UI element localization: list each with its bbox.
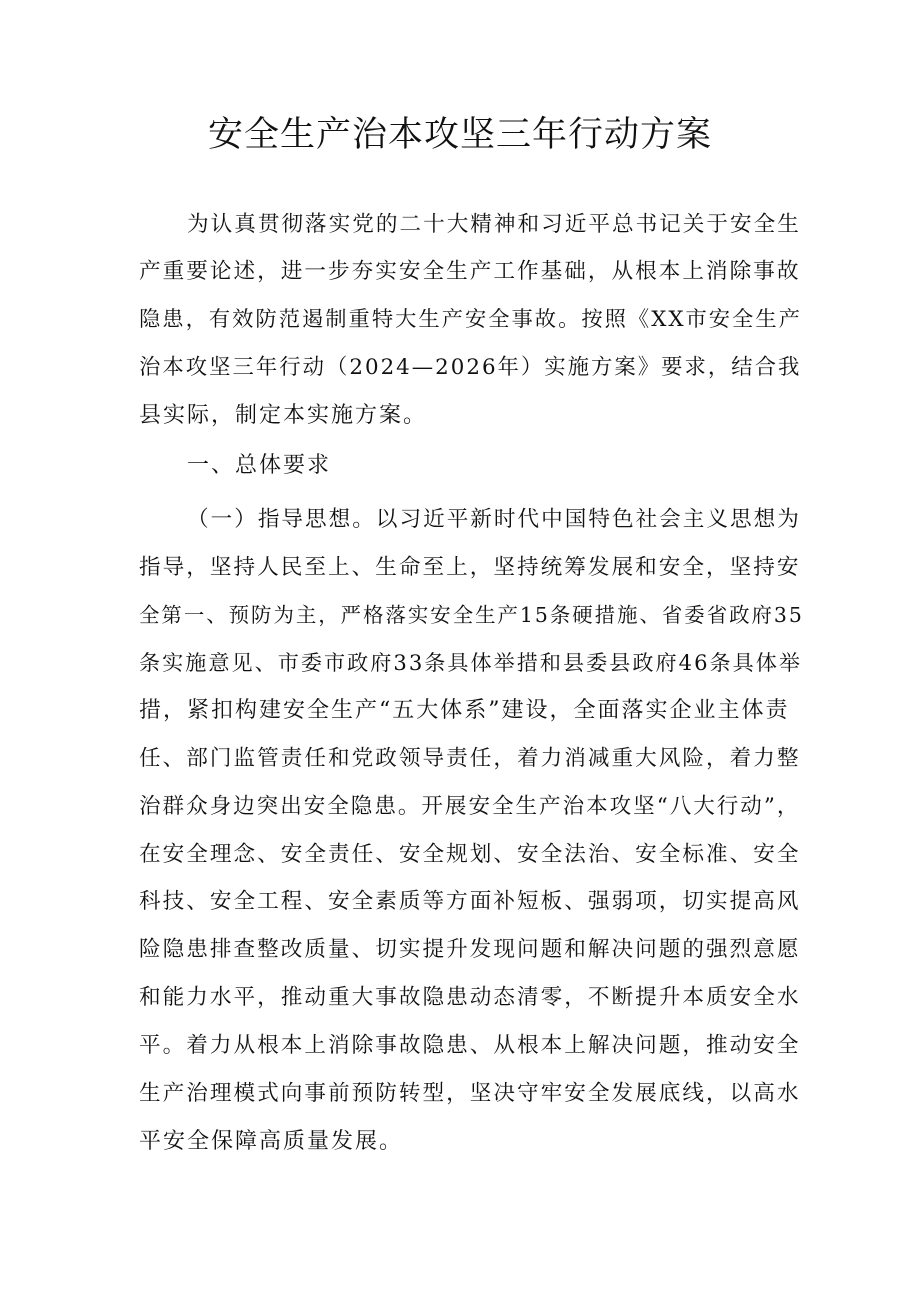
guiding-line: 在安全理念、安全责任、安全规划、安全法治、安全标准、安全 [139, 842, 801, 867]
guiding-line: 全第一、预防为主，严格落实安全生产15条硬措施、省委省政府35 [139, 603, 804, 627]
guiding-line: 任、部门监管责任和党政领导责任，着力消减重大风险，着力整 [139, 746, 801, 771]
guiding-line: 条实施意见、市委市政府33条具体举措和县委县政府46条具体举 [139, 650, 803, 675]
guiding-line: 平安全保障高质量发展。 [139, 1129, 404, 1154]
guiding-line: （一）指导思想。以习近平新时代中国特色社会主义思想为 [187, 507, 801, 532]
guiding-line: 险隐患排查整改质量、切实提升发现问题和解决问题的强烈意愿 [139, 937, 801, 962]
guiding-line: 措，紧扣构建安全生产“五大体系”建设，全面落实企业主体责 [139, 698, 790, 723]
guiding-line: 科技、安全工程、安全素质等方面补短板、强弱项，切实提高风 [139, 889, 801, 914]
guiding-line: 生产治理模式向事前预防转型，坚决守牢安全发展底线，以高水 [139, 1081, 801, 1106]
intro-line: 隐患，有效防范遏制重特大生产安全事故。按照《XX市安全生产 [139, 307, 802, 332]
guiding-line: 指导，坚持人民至上、生命至上，坚持统筹发展和安全，坚持安 [139, 555, 801, 580]
section-heading: 一、总体要求 [187, 453, 332, 478]
document-title: 安全生产治本攻坚三年行动方案 [207, 115, 712, 155]
guiding-line: 和能力水平，推动重大事故隐患动态清零，不断提升本质安全水 [139, 985, 801, 1010]
guiding-line: 平。着力从根本上消除事故隐患、从根本上解决问题，推动安全 [139, 1033, 801, 1058]
guiding-line: 治群众身边突出安全隐患。开展安全生产治本攻坚“八大行动”， [139, 794, 801, 819]
intro-line: 治本攻坚三年行动（2024—2026年）实施方案》要求，结合我 [139, 355, 802, 380]
intro-line: 产重要论述，进一步夯实安全生产工作基础，从根本上消除事故 [139, 259, 801, 284]
intro-line: 为认真贯彻落实党的二十大精神和习近平总书记关于安全生 [187, 212, 801, 237]
intro-line: 县实际，制定本实施方案。 [139, 403, 428, 428]
